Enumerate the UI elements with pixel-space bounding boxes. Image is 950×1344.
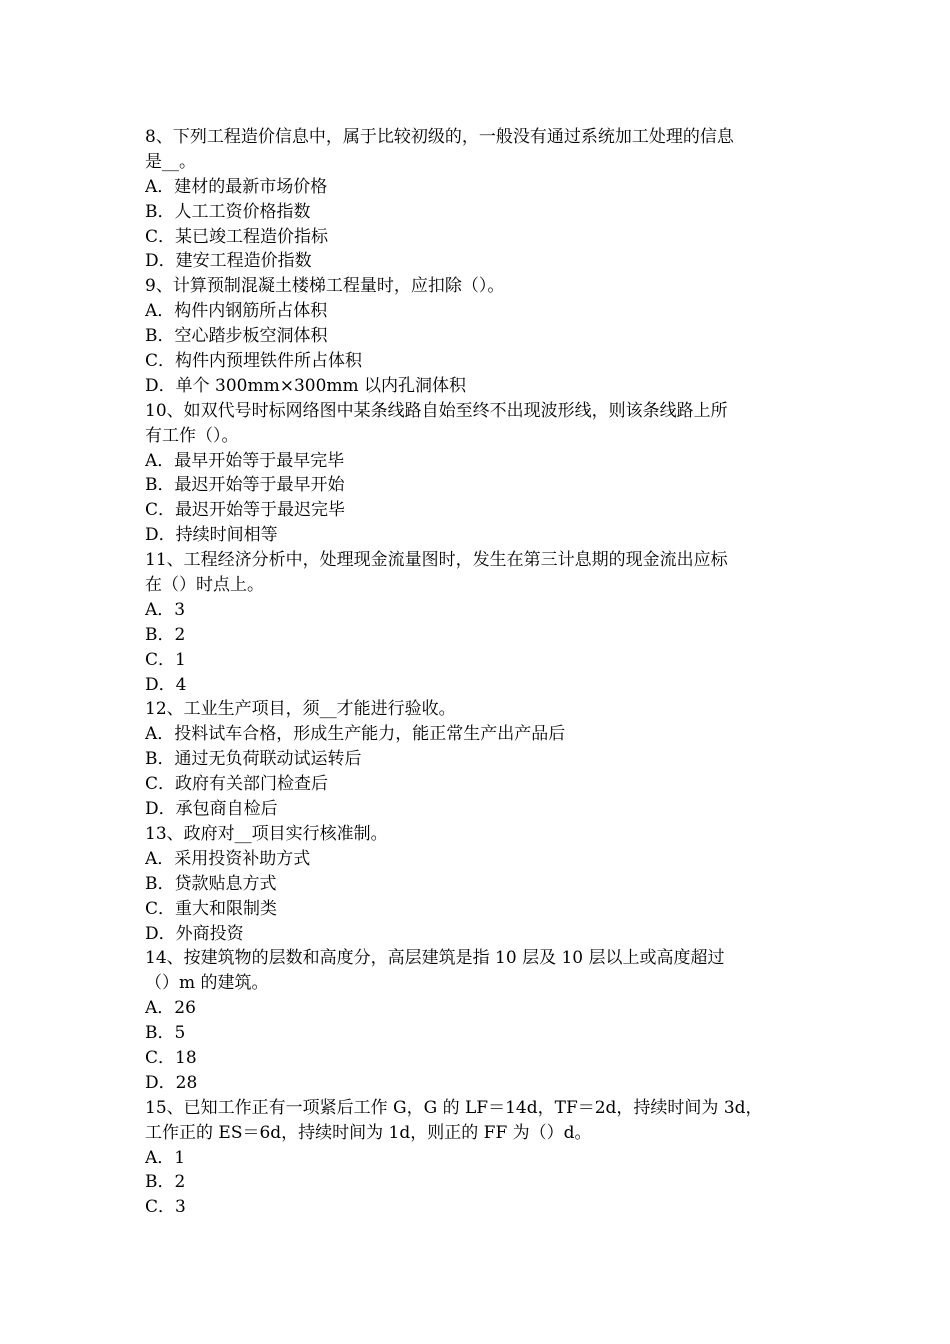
q9-text: 9、计算预制混凝土楼梯工程量时，应扣除（）。 bbox=[145, 276, 505, 297]
q8-text: 8、下列工程造价信息中，属于比较初级的，一般没有通过系统加工处理的信息 bbox=[145, 127, 734, 147]
q10-option-d: D．持续时间相等 bbox=[145, 525, 278, 546]
q11-text-cont: 在（）时点上。 bbox=[145, 575, 264, 596]
q14-option-d: D．28 bbox=[145, 1072, 198, 1093]
q15-option-a: A．1 bbox=[145, 1147, 186, 1168]
q14-text: 14、按建筑物的层数和高度分，高层建筑是指 10 层及 10 层以上或高度超过 bbox=[145, 948, 725, 969]
q11-option-b: B．2 bbox=[145, 624, 186, 645]
q10-option-a: A．最早开始等于最早完毕 bbox=[145, 450, 345, 471]
q15-option-c: C．3 bbox=[145, 1197, 186, 1218]
q8-option-b: B．人工工资价格指数 bbox=[145, 201, 311, 222]
q9-option-d: D．单个 300mm×300mm 以内孔洞体积 bbox=[145, 375, 467, 396]
q12-text: 12、工业生产项目，须__才能进行验收。 bbox=[145, 699, 456, 720]
q13-option-b: B．贷款贴息方式 bbox=[145, 873, 277, 894]
q14-text-cont: （）m 的建筑。 bbox=[145, 973, 269, 994]
q15-option-b: B．2 bbox=[145, 1172, 186, 1193]
q9-option-a: A．构件内钢筋所占体积 bbox=[145, 301, 328, 322]
q11-option-a: A．3 bbox=[145, 599, 186, 620]
q9-option-c: C．构件内预埋铁件所占体积 bbox=[145, 351, 363, 372]
q13-option-d: D．外商投资 bbox=[145, 923, 244, 944]
q12-option-b: B．通过无负荷联动试运转后 bbox=[145, 749, 362, 770]
q11-text: 11、工程经济分析中，处理现金流量图时，发生在第三计息期的现金流出应标 bbox=[145, 550, 728, 571]
q13-option-a: A．采用投资补助方式 bbox=[145, 848, 311, 869]
q15-text-cont: 工作正的 ES＝6d，持续时间为 1d，则正的 FF 为（）d。 bbox=[145, 1122, 592, 1143]
q9-option-b: B．空心踏步板空洞体积 bbox=[145, 326, 328, 347]
q14-option-b: B．5 bbox=[145, 1023, 186, 1044]
q8-option-d: D．建安工程造价指数 bbox=[145, 251, 312, 272]
q13-option-c: C．重大和限制类 bbox=[145, 898, 278, 919]
q12-option-c: C．政府有关部门检查后 bbox=[145, 774, 329, 795]
q11-option-c: C．1 bbox=[145, 649, 186, 670]
q12-option-a: A．投料试车合格，形成生产能力，能正常生产出产品后 bbox=[145, 724, 566, 745]
q10-text: 10、如双代号时标网络图中某条线路自始至终不出现波形线，则该条线路上所 bbox=[145, 400, 728, 421]
q15-text: 15、已知工作正有一项紧后工作 G，G 的 LF＝14d，TF＝2d，持续时间为 3d， bbox=[145, 1097, 763, 1118]
q10-option-b: B．最迟开始等于最早开始 bbox=[145, 475, 345, 496]
q13-text: 13、政府对__项目实行核准制。 bbox=[145, 823, 388, 844]
q8-option-a: A．建材的最新市场价格 bbox=[145, 176, 328, 197]
q14-option-a: A．26 bbox=[145, 998, 196, 1019]
q11-option-d: D．4 bbox=[145, 674, 187, 695]
q8-text-cont: 是__。 bbox=[145, 151, 196, 172]
q10-text-cont: 有工作（）。 bbox=[145, 425, 239, 446]
q12-option-d: D．承包商自检后 bbox=[145, 799, 278, 820]
document-page bbox=[145, 125, 810, 1220]
q8-option-c: C．某已竣工程造价指标 bbox=[145, 226, 329, 247]
q14-option-c: C．18 bbox=[145, 1047, 197, 1068]
q10-option-c: C．最迟开始等于最迟完毕 bbox=[145, 500, 346, 521]
